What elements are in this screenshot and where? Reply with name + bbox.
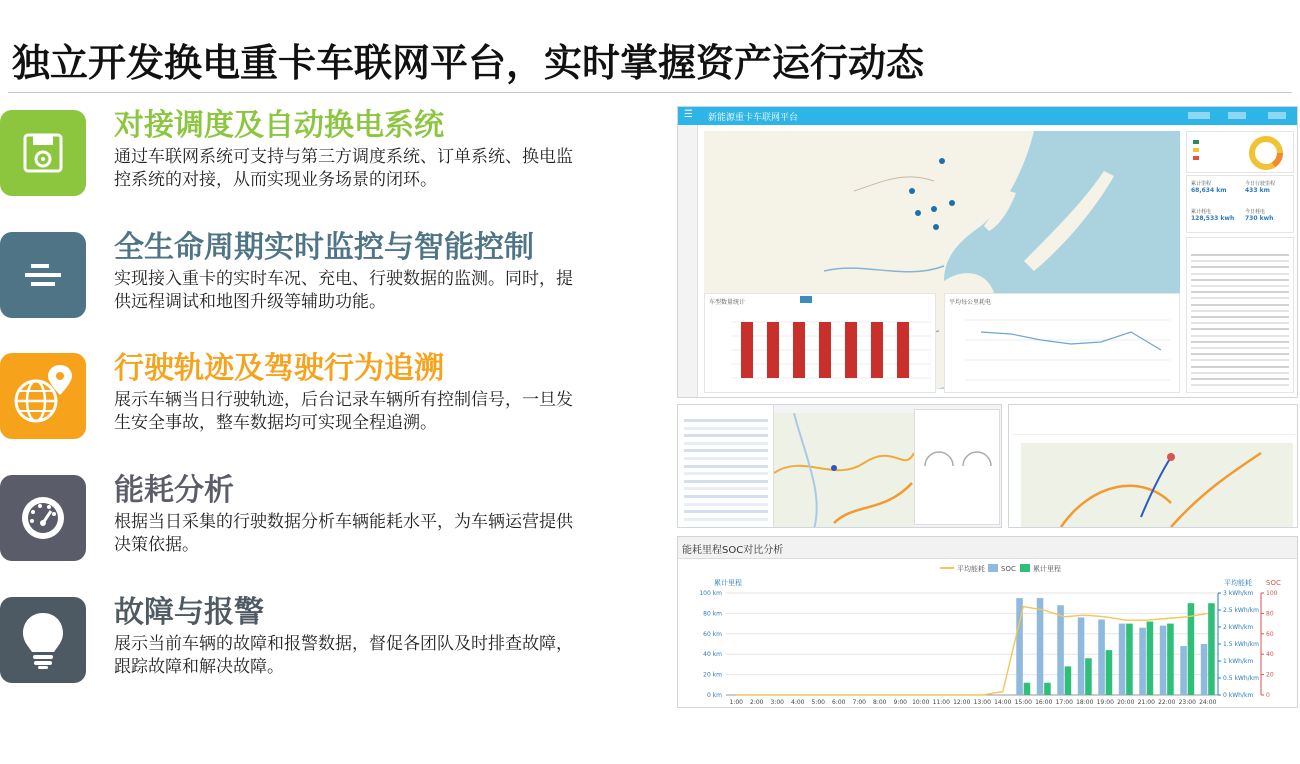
- list-item[interactable]: [684, 419, 768, 422]
- energy-chart-header-title: 能耗里程SOC对比分析: [682, 545, 784, 556]
- right-axis-title: 平均能耗: [1224, 579, 1252, 587]
- legend-label: 平均能耗: [957, 565, 985, 573]
- list-item[interactable]: [684, 465, 768, 468]
- energy-soc-chart[interactable]: [678, 559, 1298, 708]
- mileage-bar: [1024, 683, 1031, 695]
- table-row[interactable]: [1191, 254, 1289, 256]
- table-row[interactable]: [1191, 341, 1289, 343]
- avg-energy-line: [736, 607, 1208, 695]
- feature-item: [0, 110, 600, 200]
- table-row[interactable]: [1191, 266, 1289, 268]
- trajectory-screenshot-left: [677, 404, 1002, 528]
- x-tick-label: 11:00: [932, 699, 950, 706]
- soc-donut-chart: [1247, 134, 1285, 172]
- vehicle-count-bars: [713, 308, 933, 392]
- x-tick-label: 9:00: [893, 699, 907, 706]
- gauge-icon: [0, 475, 86, 561]
- vehicle-table-panel[interactable]: [1186, 237, 1294, 393]
- list-item[interactable]: [684, 480, 768, 483]
- table-row[interactable]: [1191, 316, 1289, 318]
- y-right2-tick-label: 40: [1266, 651, 1274, 659]
- table-row[interactable]: [1191, 273, 1289, 275]
- vehicle-count-bar: [897, 322, 909, 378]
- vehicle-count-panel: [704, 293, 936, 393]
- title-divider: [8, 92, 1292, 93]
- list-item[interactable]: [684, 449, 768, 452]
- feature-title: 能耗分析: [114, 473, 234, 508]
- feature-description: 实现接入重卡的实时车况、充电、行驶数据的监测。同时，提供远程调试和地图升级等辅助功能。: [114, 269, 573, 312]
- table-row[interactable]: [1191, 353, 1289, 355]
- header-user-button[interactable]: [1188, 112, 1210, 119]
- table-row[interactable]: [1191, 335, 1289, 337]
- soc-bar: [1160, 626, 1167, 695]
- kpi-item: [1191, 208, 1241, 222]
- feature-title: 行驶轨迹及驾驶行为追溯: [114, 351, 444, 386]
- x-tick-label: 23:00: [1178, 699, 1196, 706]
- avg-consumption-panel: [944, 293, 1180, 393]
- table-row[interactable]: [1191, 347, 1289, 349]
- y-right-tick-label: 1.5 kWh/km: [1223, 641, 1259, 648]
- list-item[interactable]: [684, 472, 768, 475]
- dashboard-header-title: 新能源重卡车联网平台: [708, 113, 799, 123]
- table-row[interactable]: [1191, 359, 1289, 361]
- list-item[interactable]: [684, 487, 768, 490]
- x-tick-label: 12:00: [953, 699, 971, 706]
- table-row[interactable]: [1191, 285, 1289, 287]
- bar-panel-title: 车型数量统计: [709, 299, 746, 306]
- vehicle-count-bar: [819, 322, 831, 378]
- mileage-bar: [1065, 666, 1072, 695]
- kpi-label: 今日耗电: [1245, 209, 1266, 215]
- dashboard-header: [678, 107, 1298, 125]
- table-row[interactable]: [1191, 384, 1289, 386]
- kpi-value: 128,533 kwh: [1191, 215, 1235, 222]
- y-left-tick-label: 20 km: [703, 671, 722, 679]
- x-tick-label: 21:00: [1137, 699, 1155, 706]
- x-tick-label: 18:00: [1076, 699, 1094, 706]
- x-tick-label: 10:00: [912, 699, 930, 706]
- feature-title: 对接调度及自动换电系统: [114, 108, 444, 143]
- y-right2-tick-label: 100: [1266, 590, 1278, 597]
- trajectory-screenshot-right: [1008, 404, 1298, 528]
- list-item[interactable]: [684, 518, 768, 521]
- energy-chart-screenshot: [677, 536, 1298, 708]
- feature-item: [0, 232, 600, 322]
- kpi-label: 累计耗电: [1191, 209, 1212, 215]
- x-tick-label: 15:00: [1014, 699, 1032, 706]
- table-row[interactable]: [1191, 322, 1289, 324]
- x-tick-label: 16:00: [1035, 699, 1053, 706]
- table-row[interactable]: [1191, 328, 1289, 330]
- mileage-bar: [1106, 650, 1113, 695]
- x-tick-label: 8:00: [873, 699, 887, 706]
- dashboard-screenshot: [677, 106, 1298, 398]
- feature-description: 根据当日采集的行驶数据分析车辆能耗水平，为车辆运营提供决策依据。: [114, 512, 573, 555]
- x-tick-label: 24:00: [1199, 699, 1217, 706]
- y-left-tick-label: 60 km: [703, 630, 722, 638]
- right-axis2-title: SOC: [1266, 579, 1281, 587]
- x-tick-label: 2:00: [750, 699, 764, 706]
- legend-swatch: [1020, 564, 1030, 572]
- lightbulb-icon: [0, 597, 86, 683]
- table-row[interactable]: [1191, 366, 1289, 368]
- x-tick-label: 20:00: [1117, 699, 1135, 706]
- table-row[interactable]: [1191, 304, 1289, 306]
- vehicle-count-bar: [871, 322, 883, 378]
- mileage-bar: [1044, 683, 1051, 695]
- vehicle-count-bar: [793, 322, 805, 378]
- y-right-tick-label: 1 kWh/km: [1223, 658, 1254, 665]
- vehicle-detail-panel: [914, 409, 1000, 525]
- soc-bar: [1201, 644, 1208, 695]
- feature-item: [0, 353, 600, 443]
- legend-label: SOC: [1001, 565, 1016, 573]
- table-row[interactable]: [1191, 310, 1289, 312]
- y-right-tick-label: 2 kWh/km: [1223, 624, 1254, 631]
- kpi-label: 今日行驶里程: [1245, 181, 1276, 187]
- x-tick-label: 7:00: [852, 699, 866, 706]
- feature-description: 展示当前车辆的故障和报警数据，督促各团队及时排查故障，跟踪故障和解决故障。: [114, 634, 573, 677]
- vehicle-count-bar: [741, 322, 753, 378]
- kpi-value: 68,634 km: [1191, 187, 1227, 194]
- legend-swatch: [988, 564, 998, 572]
- y-left-tick-label: 0 km: [706, 692, 722, 699]
- y-left-tick-label: 40 km: [703, 651, 722, 659]
- feature-item: [0, 475, 600, 565]
- mileage-bar: [1147, 622, 1154, 695]
- x-tick-label: 3:00: [770, 699, 784, 706]
- kpi-value: 730 kwh: [1245, 215, 1274, 222]
- soc-bar: [1119, 624, 1126, 695]
- speed-gauges: [919, 444, 997, 470]
- globe-pin-icon: [0, 353, 86, 439]
- y-right2-tick-label: 0: [1266, 692, 1270, 699]
- mileage-bar: [1208, 603, 1215, 695]
- x-tick-label: 5:00: [811, 699, 825, 706]
- list-item[interactable]: [684, 495, 768, 498]
- kpi-value: 433 km: [1245, 187, 1270, 194]
- y-left-tick-label: 80 km: [703, 610, 722, 618]
- avg-consumption-line: [955, 310, 1175, 390]
- soc-bar: [1139, 628, 1146, 695]
- list-item[interactable]: [684, 510, 768, 513]
- x-tick-label: 4:00: [791, 699, 805, 706]
- mileage-bar: [1126, 624, 1133, 695]
- header-settings-button[interactable]: [1228, 112, 1246, 119]
- table-row[interactable]: [1191, 378, 1289, 380]
- trajectory-vehicle-list[interactable]: [678, 405, 774, 528]
- left-axis-title: 累计里程: [714, 579, 742, 587]
- list-item[interactable]: [684, 427, 768, 430]
- kpi-panel: [1186, 175, 1294, 233]
- trip-info-strip: [1013, 407, 1295, 435]
- line-panel-title: 平均每公里耗电: [949, 299, 992, 306]
- soc-bar: [1098, 620, 1105, 695]
- kpi-label: 累计里程: [1191, 181, 1212, 187]
- list-item[interactable]: [684, 434, 768, 437]
- x-tick-label: 17:00: [1055, 699, 1073, 706]
- y-left-tick-label: 100 km: [699, 590, 722, 597]
- table-row[interactable]: [1191, 291, 1289, 293]
- feature-title: 全生命周期实时监控与智能控制: [114, 230, 534, 265]
- x-tick-label: 1:00: [729, 699, 743, 706]
- table-row[interactable]: [1191, 279, 1289, 281]
- list-item[interactable]: [684, 457, 768, 460]
- trajectory-map-right[interactable]: [1021, 443, 1293, 527]
- trajectory-map-left[interactable]: [774, 413, 914, 528]
- feature-description: 通过车联网系统可支持与第三方调度系统、订单系统、换电监控系统的对接，从而实现业务场景的闭环。: [114, 147, 573, 190]
- soc-bar: [1057, 605, 1064, 695]
- y-right2-tick-label: 60: [1266, 630, 1274, 638]
- legend-label: 累计里程: [1033, 565, 1061, 573]
- header-logout-button[interactable]: [1268, 112, 1286, 119]
- table-row[interactable]: [1191, 297, 1289, 299]
- soc-bar: [1078, 617, 1085, 695]
- dashboard-sidebar: [678, 125, 698, 398]
- x-tick-label: 19:00: [1096, 699, 1114, 706]
- table-row[interactable]: [1191, 372, 1289, 374]
- list-item[interactable]: [684, 503, 768, 506]
- page-title: 独立开发换电重卡车联网平台，实时掌握资产运行动态: [12, 41, 925, 85]
- y-right-tick-label: 3 kWh/km: [1223, 590, 1254, 597]
- menu-icon[interactable]: ☰: [684, 109, 693, 120]
- y-right2-tick-label: 20: [1266, 671, 1274, 679]
- feature-description: 展示车辆当日行驶轨迹，后台记录车辆所有控制信号，一旦发生安全事故，整车数据均可实现全程追溯。: [114, 390, 573, 433]
- y-right-tick-label: 0 kWh/km: [1223, 692, 1254, 699]
- floppy-disk-icon: [0, 110, 86, 196]
- y-right2-tick-label: 80: [1266, 610, 1274, 618]
- y-right-tick-label: 2.5 kWh/km: [1223, 607, 1259, 614]
- vehicle-count-bar: [845, 322, 857, 378]
- soc-donut-panel: [1186, 131, 1294, 173]
- list-item[interactable]: [684, 442, 768, 445]
- kpi-item: [1245, 208, 1295, 222]
- soc-bar: [1037, 598, 1044, 695]
- energy-chart-header: [678, 537, 1298, 559]
- soc-bar: [1180, 646, 1187, 695]
- mileage-bar: [1085, 658, 1092, 695]
- x-tick-label: 6:00: [832, 699, 846, 706]
- table-row[interactable]: [1191, 260, 1289, 262]
- kpi-item: [1245, 180, 1295, 194]
- x-tick-label: 14:00: [994, 699, 1012, 706]
- y-right-tick-label: 0.5 kWh/km: [1223, 675, 1259, 682]
- period-tab-active[interactable]: [800, 296, 812, 303]
- kpi-item: [1191, 180, 1241, 194]
- stack-bars-icon: [0, 232, 86, 318]
- vehicle-count-bar: [767, 322, 779, 378]
- mileage-bar: [1167, 624, 1174, 695]
- feature-item: [0, 597, 600, 687]
- feature-title: 故障与报警: [114, 595, 264, 630]
- x-tick-label: 22:00: [1158, 699, 1176, 706]
- x-tick-label: 13:00: [973, 699, 991, 706]
